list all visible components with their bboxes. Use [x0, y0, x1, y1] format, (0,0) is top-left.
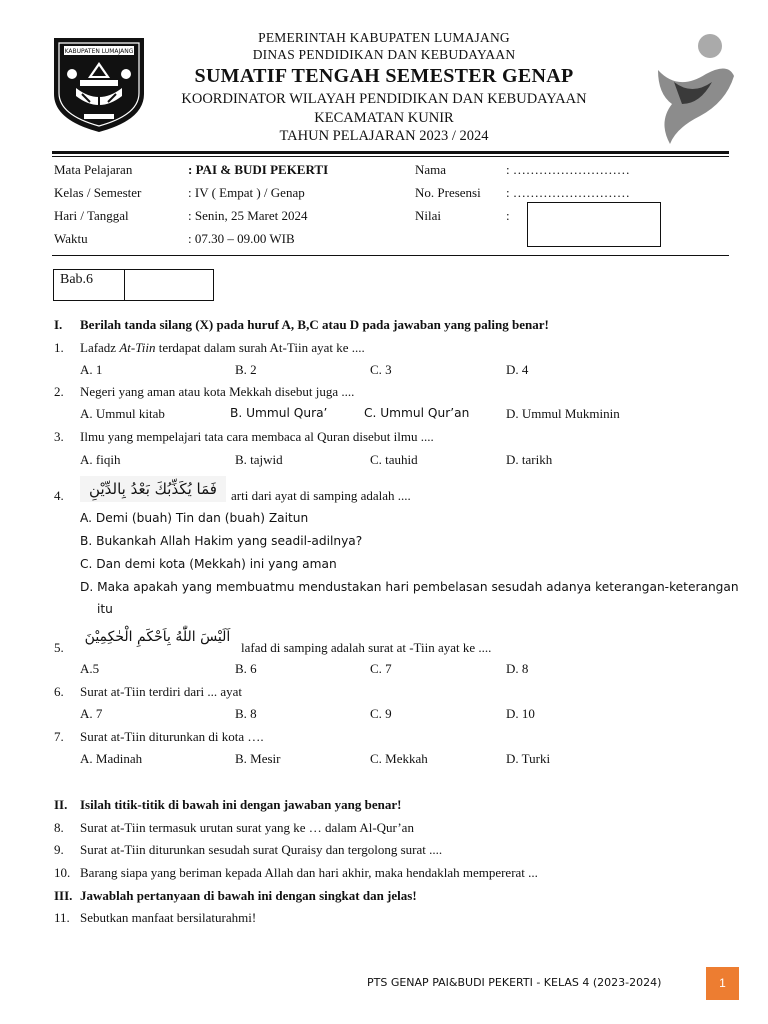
q6-option-a[interactable]: A. 7 — [80, 706, 103, 721]
q5-option-a[interactable]: A.5 — [80, 661, 100, 676]
q3-option-b[interactable]: B. tajwid — [235, 452, 283, 467]
q6-option-d[interactable]: D. 10 — [506, 706, 535, 721]
page-number: 1 — [706, 967, 739, 1000]
q1-option-d[interactable]: D. 4 — [506, 362, 529, 377]
kelas-value: : IV ( Empat ) / Genap — [188, 185, 305, 200]
q4-number: 4. — [54, 488, 64, 503]
q7-option-d[interactable]: D. Turki — [506, 751, 551, 766]
q5-arabic-verse: اَلَيْسَ اللّٰهُ بِاَحْكَمِ الْحٰكِمِيْنَ — [84, 629, 231, 645]
q5-option-b[interactable]: B. 6 — [235, 661, 257, 676]
q2-number: 2. — [54, 384, 64, 399]
q4-option-d-cont: itu — [97, 602, 113, 616]
q4-option-c[interactable]: C. Dan demi kota (Mekkah) ini yang aman — [80, 557, 337, 571]
q9-number: 9. — [54, 842, 64, 857]
nama-label: Nama — [415, 162, 447, 177]
header-line-5: KECAMATAN KUNIR — [314, 110, 454, 126]
header-line-2: DINAS PENDIDIKAN DAN KEBUDAYAAN — [252, 47, 516, 62]
q1-option-c[interactable]: C. 3 — [370, 362, 392, 377]
presensi-field[interactable]: : ……………………… — [506, 185, 630, 200]
header-rule-thin — [52, 156, 729, 157]
q2-option-a[interactable]: A. Ummul kitab — [80, 406, 165, 421]
section-1-instruction: Berilah tanda silang (X) pada huruf A, B,C atau D pada jawaban yang paling benar! — [80, 317, 549, 332]
q10-text: Barang siapa yang beriman kepada Allah dan hari akhir, maka hendaklah mempererat ... — [80, 865, 538, 880]
section-2-instruction: Isilah titik-titik di bawah ini dengan jawaban yang benar! — [80, 797, 402, 812]
q7-option-c[interactable]: C. Mekkah — [370, 751, 428, 766]
q5-number: 5. — [54, 640, 64, 655]
bab-box-divider — [124, 270, 125, 300]
nama-field[interactable]: : ……………………… — [506, 162, 630, 177]
mapel-label: Mata Pelajaran — [54, 162, 133, 177]
exam-title: SUMATIF TENGAH SEMESTER GENAP — [194, 65, 574, 87]
q11-text: Sebutkan manfaat bersilaturahmi! — [80, 910, 257, 925]
q10-number: 10. — [54, 865, 71, 880]
q1-option-b[interactable]: B. 2 — [235, 362, 257, 377]
q7-number: 7. — [54, 729, 64, 744]
q1-text: Lafadz At-Tiin terdapat dalam surah At-Tiin ayat ke .... — [80, 340, 365, 355]
q6-text: Surat at-Tiin terdiri dari ... ayat — [80, 684, 242, 699]
hari-value: : Senin, 25 Maret 2024 — [188, 208, 308, 223]
section-1-number: I. — [54, 317, 63, 332]
nilai-box[interactable] — [527, 202, 661, 247]
q5-option-c[interactable]: C. 7 — [370, 661, 392, 676]
header-line-1: PEMERINTAH KABUPATEN LUMAJANG — [258, 30, 510, 45]
section-2-number: II. — [54, 797, 68, 812]
q4-option-d[interactable]: D. Maka apakah yang membuatmu mendustakan hari pembelasan sesudah adanya keterangan-keterangan — [80, 580, 739, 594]
waktu-label: Waktu — [54, 231, 88, 246]
presensi-label: No. Presensi — [415, 185, 481, 200]
nilai-label: Nilai — [415, 208, 441, 223]
header-line-4: KOORDINATOR WILAYAH PENDIDIKAN DAN KEBUDAYAAN — [181, 91, 587, 107]
header-rule-thick — [52, 151, 729, 154]
q6-number: 6. — [54, 684, 64, 699]
q4-text: arti dari ayat di samping adalah .... — [231, 488, 411, 503]
footer-text: PTS GENAP PAI&BUDI PEKERTI - KELAS 4 (2023-2024) — [367, 976, 662, 989]
mapel-value: : PAI & BUDI PEKERTI — [188, 162, 329, 177]
hari-label: Hari / Tanggal — [54, 208, 129, 223]
svg-text:KABUPATEN LUMAJANG: KABUPATEN LUMAJANG — [64, 48, 134, 55]
kelas-label: Kelas / Semester — [54, 185, 142, 200]
waktu-value: : 07.30 – 09.00 WIB — [188, 231, 295, 246]
q4-option-a[interactable]: A. Demi (buah) Tin dan (buah) Zaitun — [80, 511, 309, 525]
q6-option-c[interactable]: C. 9 — [370, 706, 392, 721]
q4-option-b[interactable]: B. Bukankah Allah Hakim yang seadil-adilnya? — [80, 534, 363, 548]
nilai-colon: : — [506, 208, 510, 223]
section-3-number: III. — [54, 888, 73, 903]
section-3-instruction: Jawablah pertanyaan di bawah ini dengan singkat dan jelas! — [80, 888, 417, 903]
q7-option-a[interactable]: A. Madinah — [80, 751, 143, 766]
q6-option-b[interactable]: B. 8 — [235, 706, 257, 721]
q3-option-c[interactable]: C. tauhid — [370, 452, 418, 467]
q1-number: 1. — [54, 340, 64, 355]
q2-text: Negeri yang aman atau kota Mekkah disebut juga .... — [80, 384, 355, 399]
q2-option-c[interactable]: C. Ummul Qur’an — [364, 406, 470, 420]
q5-option-d[interactable]: D. 8 — [506, 661, 529, 676]
q8-text: Surat at-Tiin termasuk urutan surat yang ke … dalam Al-Qur’an — [80, 820, 414, 835]
bab-label: Bab.6 — [60, 272, 94, 287]
q3-option-a[interactable]: A. fiqih — [80, 452, 121, 467]
q2-option-d[interactable]: D. Ummul Mukminin — [506, 406, 620, 421]
q3-option-d[interactable]: D. tarikh — [506, 452, 553, 467]
q11-number: 11. — [54, 910, 70, 925]
q3-number: 3. — [54, 429, 64, 444]
q4-arabic-verse: فَمَا يُكَذِّبُكَ بَعْدُ بِالدِّيْنِ — [80, 476, 226, 502]
q8-number: 8. — [54, 820, 64, 835]
q7-text: Surat at-Tiin diturunkan di kota …. — [80, 729, 264, 744]
q9-text: Surat at-Tiin diturunkan sesudah surat Quraisy dan tergolong surat .... — [80, 842, 443, 857]
q1-option-a[interactable]: A. 1 — [80, 362, 103, 377]
info-rule — [52, 255, 729, 256]
q3-text: Ilmu yang mempelajari tata cara membaca al Quran disebut ilmu .... — [80, 429, 434, 444]
q5-text: lafad di samping adalah surat at -Tiin ayat ke .... — [241, 640, 492, 655]
header-line-6: TAHUN PELAJARAN 2023 / 2024 — [279, 128, 489, 144]
q2-option-b[interactable]: B. Ummul Qura’ — [230, 406, 328, 420]
q7-option-b[interactable]: B. Mesir — [235, 751, 281, 766]
